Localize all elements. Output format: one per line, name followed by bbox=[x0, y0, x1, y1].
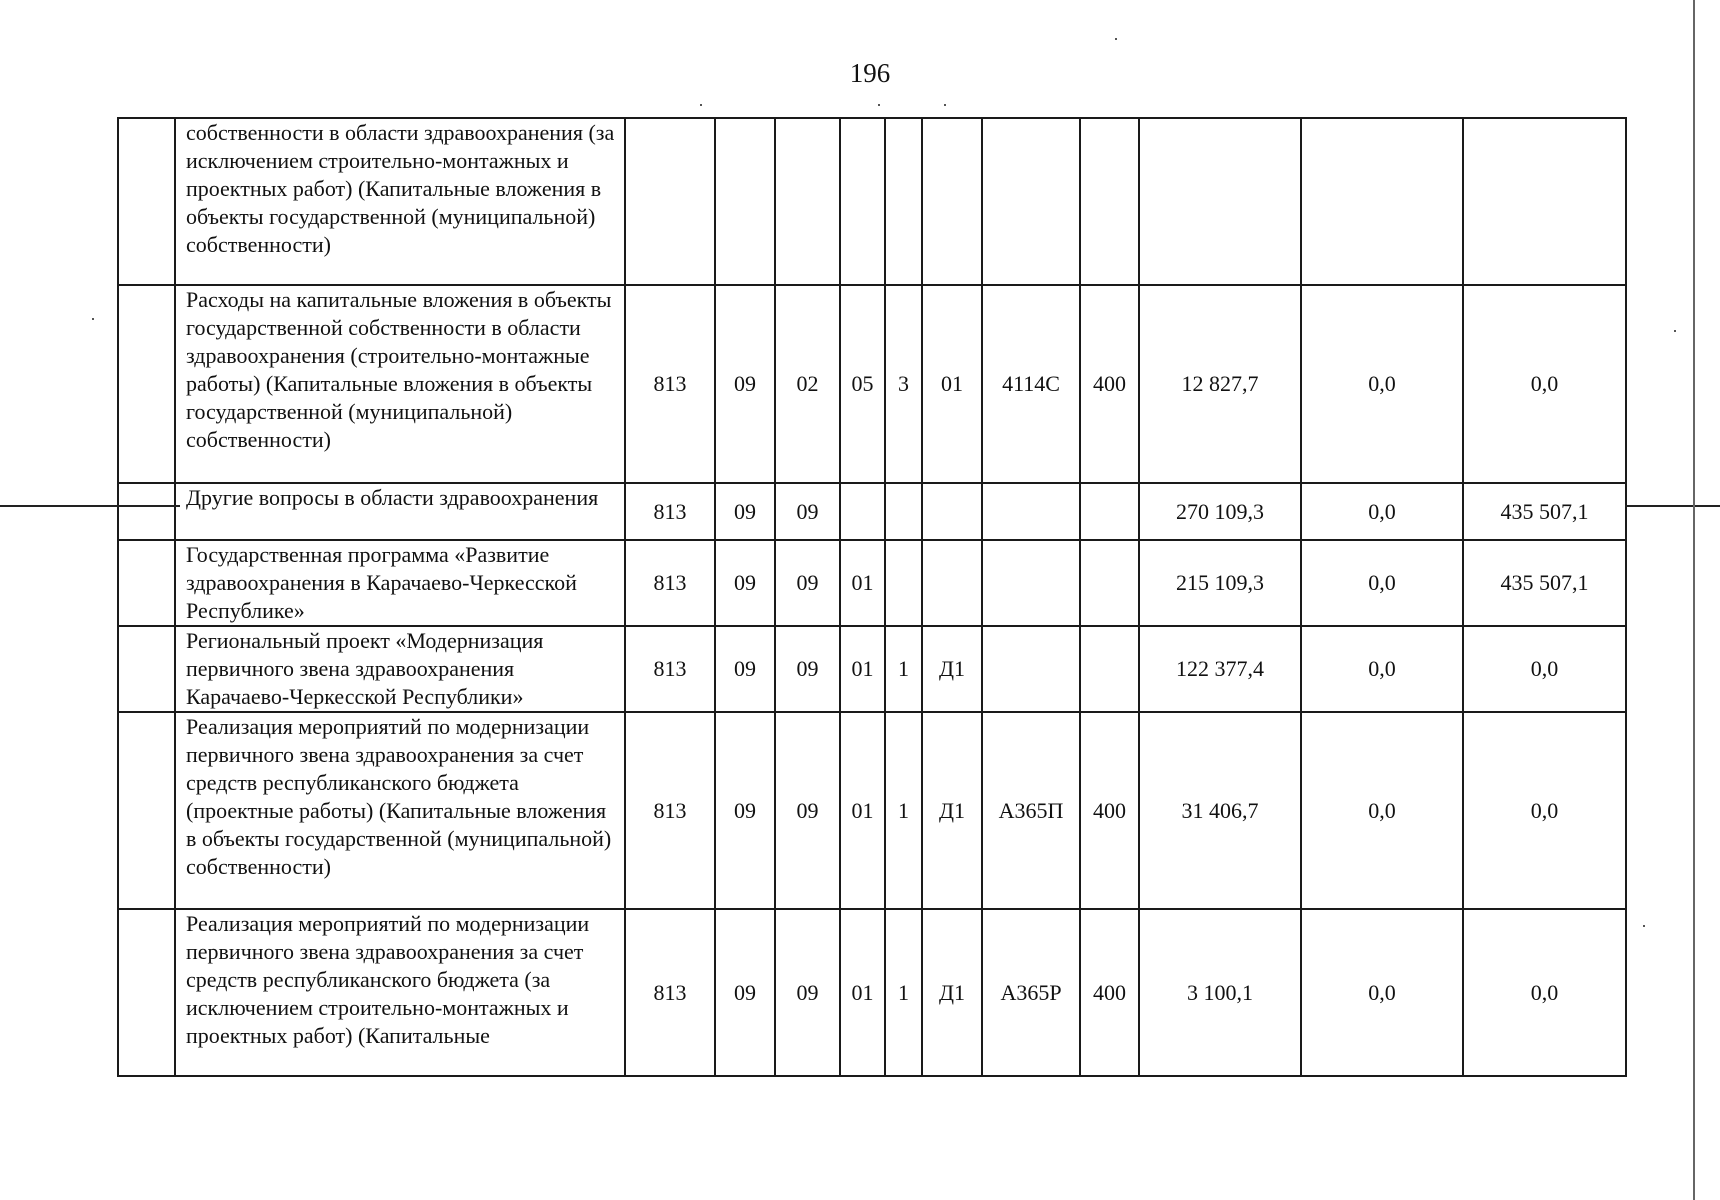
table-row bbox=[118, 909, 1626, 1076]
code-direction bbox=[982, 540, 1080, 626]
row-name: Реализация мероприятий по модернизации первичного звена здравоохранения за счет средств республиканского бюджета (проектные работы) (Капитальные вложения в объекты государственной (муниципальной) собственности) bbox=[175, 712, 625, 909]
code-section: 09 bbox=[715, 712, 775, 909]
code-event bbox=[922, 483, 982, 540]
code-subprogram bbox=[885, 483, 922, 540]
page-number: 196 bbox=[849, 58, 891, 88]
code-section: 09 bbox=[715, 285, 775, 483]
table-row bbox=[118, 483, 1626, 540]
amount-year-1: 215 109,3 bbox=[1139, 540, 1301, 626]
code-program: 01 bbox=[840, 540, 885, 626]
code-subsection: 09 bbox=[775, 712, 840, 909]
amount-year-1: 122 377,4 bbox=[1139, 626, 1301, 712]
table-row bbox=[118, 540, 1626, 626]
code-program: 01 bbox=[840, 909, 885, 1076]
code-direction bbox=[982, 118, 1080, 285]
row-name: Региональный проект «Модернизация первичного звена здравоохранения Карачаево-Черкесской Республики» bbox=[175, 626, 625, 712]
scan-artifact-dot bbox=[92, 318, 94, 320]
code-expense-type: 400 bbox=[1080, 909, 1139, 1076]
table-row bbox=[118, 626, 1626, 712]
code-direction: 4114С bbox=[982, 285, 1080, 483]
code-direction: А365П bbox=[982, 712, 1080, 909]
row-index-cell bbox=[118, 540, 175, 626]
scan-artifact-dot bbox=[1643, 925, 1645, 927]
scan-artifact-edge bbox=[1693, 0, 1695, 1200]
row-index-cell bbox=[118, 483, 175, 540]
code-subsection: 09 bbox=[775, 626, 840, 712]
amount-year-3: 435 507,1 bbox=[1463, 540, 1626, 626]
code-subprogram bbox=[885, 118, 922, 285]
amount-year-2: 0,0 bbox=[1301, 540, 1463, 626]
table-row bbox=[118, 118, 1626, 285]
code-admin: 813 bbox=[625, 483, 715, 540]
amount-year-3: 0,0 bbox=[1463, 909, 1626, 1076]
row-index-cell bbox=[118, 626, 175, 712]
scan-artifact-dot bbox=[1115, 38, 1117, 40]
scan-artifact-dot bbox=[1674, 330, 1676, 332]
scan-artifact-line bbox=[0, 505, 180, 507]
code-direction: А365Р bbox=[982, 909, 1080, 1076]
code-section: 09 bbox=[715, 483, 775, 540]
code-admin: 813 bbox=[625, 285, 715, 483]
amount-year-1: 270 109,3 bbox=[1139, 483, 1301, 540]
amount-year-2: 0,0 bbox=[1301, 626, 1463, 712]
code-program bbox=[840, 483, 885, 540]
code-subsection bbox=[775, 118, 840, 285]
row-index-cell bbox=[118, 118, 175, 285]
code-program: 01 bbox=[840, 626, 885, 712]
amount-year-3 bbox=[1463, 118, 1626, 285]
row-name: Другие вопросы в области здравоохранения bbox=[175, 483, 625, 540]
code-expense-type: 400 bbox=[1080, 712, 1139, 909]
amount-year-2: 0,0 bbox=[1301, 483, 1463, 540]
code-admin: 813 bbox=[625, 712, 715, 909]
code-program: 01 bbox=[840, 712, 885, 909]
amount-year-1: 31 406,7 bbox=[1139, 712, 1301, 909]
code-expense-type: 400 bbox=[1080, 285, 1139, 483]
row-index-cell bbox=[118, 285, 175, 483]
code-subprogram: 1 bbox=[885, 712, 922, 909]
code-expense-type bbox=[1080, 626, 1139, 712]
code-section: 09 bbox=[715, 626, 775, 712]
code-event: Д1 bbox=[922, 712, 982, 909]
code-section: 09 bbox=[715, 540, 775, 626]
code-section bbox=[715, 118, 775, 285]
scan-artifact-dot bbox=[944, 104, 946, 106]
code-subsection: 09 bbox=[775, 540, 840, 626]
code-expense-type bbox=[1080, 118, 1139, 285]
amount-year-3: 435 507,1 bbox=[1463, 483, 1626, 540]
code-subsection: 09 bbox=[775, 909, 840, 1076]
row-name: Государственная программа «Развитие здравоохранения в Карачаево-Черкесской Республике» bbox=[175, 540, 625, 626]
code-admin: 813 bbox=[625, 909, 715, 1076]
row-index-cell bbox=[118, 712, 175, 909]
scan-artifact-dot bbox=[878, 104, 880, 106]
code-admin: 813 bbox=[625, 540, 715, 626]
table-row bbox=[118, 712, 1626, 909]
amount-year-2: 0,0 bbox=[1301, 712, 1463, 909]
row-name: Расходы на капитальные вложения в объекты государственной собственности в области здравоохранения (строительно-монтажные работы) (Капитальные вложения в объекты государственной (муниципальной) собственности) bbox=[175, 285, 625, 483]
code-event bbox=[922, 118, 982, 285]
scan-artifact-line bbox=[1625, 505, 1720, 507]
code-event: 01 bbox=[922, 285, 982, 483]
budget-table bbox=[117, 117, 1627, 1077]
row-name: собственности в области здравоохранения (за исключением строительно-монтажных и проектных работ) (Капитальные вложения в объекты государственной (муниципальной) собственности) bbox=[175, 118, 625, 285]
code-section: 09 bbox=[715, 909, 775, 1076]
code-program bbox=[840, 118, 885, 285]
row-name: Реализация мероприятий по модернизации первичного звена здравоохранения за счет средств республиканского бюджета (за исключением строительно-монтажных и проектных работ) (Капитальные bbox=[175, 909, 625, 1076]
code-admin bbox=[625, 118, 715, 285]
amount-year-1: 3 100,1 bbox=[1139, 909, 1301, 1076]
code-admin: 813 bbox=[625, 626, 715, 712]
code-program: 05 bbox=[840, 285, 885, 483]
code-subsection: 02 bbox=[775, 285, 840, 483]
table-row bbox=[118, 285, 1626, 483]
code-event: Д1 bbox=[922, 626, 982, 712]
code-expense-type bbox=[1080, 483, 1139, 540]
code-event: Д1 bbox=[922, 909, 982, 1076]
amount-year-3: 0,0 bbox=[1463, 626, 1626, 712]
amount-year-3: 0,0 bbox=[1463, 712, 1626, 909]
code-expense-type bbox=[1080, 540, 1139, 626]
amount-year-2: 0,0 bbox=[1301, 285, 1463, 483]
code-direction bbox=[982, 626, 1080, 712]
amount-year-2: 0,0 bbox=[1301, 909, 1463, 1076]
code-subprogram: 3 bbox=[885, 285, 922, 483]
amount-year-1 bbox=[1139, 118, 1301, 285]
code-subprogram: 1 bbox=[885, 909, 922, 1076]
amount-year-2 bbox=[1301, 118, 1463, 285]
code-subprogram: 1 bbox=[885, 626, 922, 712]
code-direction bbox=[982, 483, 1080, 540]
code-event bbox=[922, 540, 982, 626]
amount-year-1: 12 827,7 bbox=[1139, 285, 1301, 483]
row-index-cell bbox=[118, 909, 175, 1076]
amount-year-3: 0,0 bbox=[1463, 285, 1626, 483]
code-subprogram bbox=[885, 540, 922, 626]
scan-artifact-dot bbox=[700, 104, 702, 106]
code-subsection: 09 bbox=[775, 483, 840, 540]
